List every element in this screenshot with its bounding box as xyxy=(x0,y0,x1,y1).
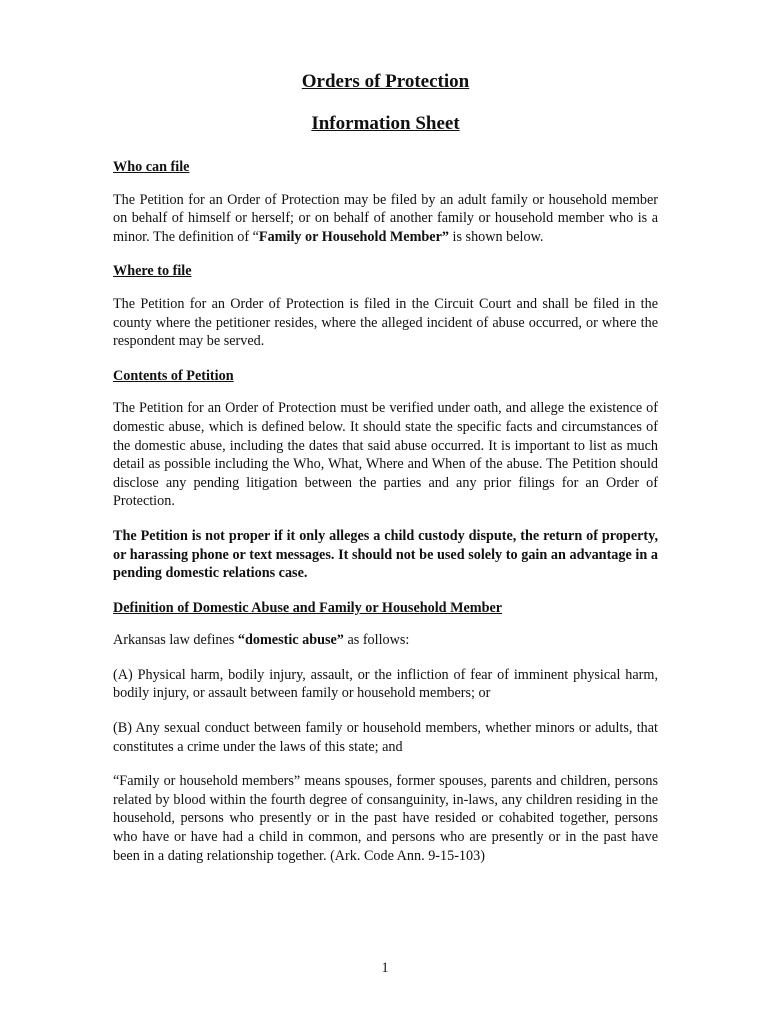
paragraph-not-proper: The Petition is not proper if it only alleges a child custody dispute, the return of property, or harassing phone or text messages. It should not be used solely to gain an advantage in a pending domestic relations case. xyxy=(113,527,658,582)
heading-definition: Definition of Domestic Abuse and Family or Household Member xyxy=(113,599,503,616)
paragraph-definition-intro xyxy=(113,631,658,650)
paragraph-item-a: (A) Physical harm, bodily injury, assault, or the infliction of fear of imminent physical harm, bodily injury, or assault between family or household members; or xyxy=(113,666,658,702)
intro-text-bold: “domestic abuse” xyxy=(237,632,344,649)
who-text-start: The Petition for an Order of Protection may be filed by an adult family or household member on behalf of himself or herself; or on behalf of another family or household member who is a minor. The definition of “ xyxy=(113,191,658,245)
intro-text-end: as follows: xyxy=(343,632,410,649)
document-title: Orders of Protection xyxy=(301,71,470,92)
paragraph-item-b: (B) Any sexual conduct between family or household members, whether minors or adults, that constitutes a crime under the laws of this state; and xyxy=(113,720,658,755)
document-body xyxy=(113,70,658,881)
who-text-bold: Family or Household Member” xyxy=(258,228,449,245)
heading-where-to-file: Where to file xyxy=(113,263,192,280)
paragraph-where-to-file: The Petition for an Order of Protection is filed in the Circuit Court and shall be filed in the county where the petitioner resides, where the alleged incident of abuse occurred, or where the respondent may be served. xyxy=(113,295,658,350)
paragraph-who-can-file xyxy=(113,191,658,247)
heading-who-can-file: Who can file xyxy=(113,159,190,175)
who-text-end: is shown below. xyxy=(449,228,544,245)
document-subtitle: Information Sheet xyxy=(311,113,460,134)
page-number: 1 xyxy=(381,960,389,976)
paragraph-contents: The Petition for an Order of Protection must be verified under oath, and allege the existence of domestic abuse, which is defined below. It should state the specific facts and circumstances of the domestic abuse, including the dates that said abuse occurred. It is important to list as much detail as possible including the Who, What, Where and When of the abuse. The Petition should disclose any pending litigation between the parties and any prior filings for an Order of Protection. xyxy=(113,400,658,510)
intro-text-start: Arkansas law defines xyxy=(113,632,238,649)
paragraph-family-members: “Family or household members” means spouses, former spouses, parents and children, persons related by blood within the fourth degree of consanguinity, in-laws, any children residing in the household, persons who presently or in the past have resided or cohabited together, persons who have or have had a child in common, and persons who are presently or in the past have been in a dating relationship together. (Ark. Code Ann. 9-15-103) xyxy=(113,773,658,864)
heading-contents-of-petition: Contents of Petition xyxy=(113,367,234,384)
